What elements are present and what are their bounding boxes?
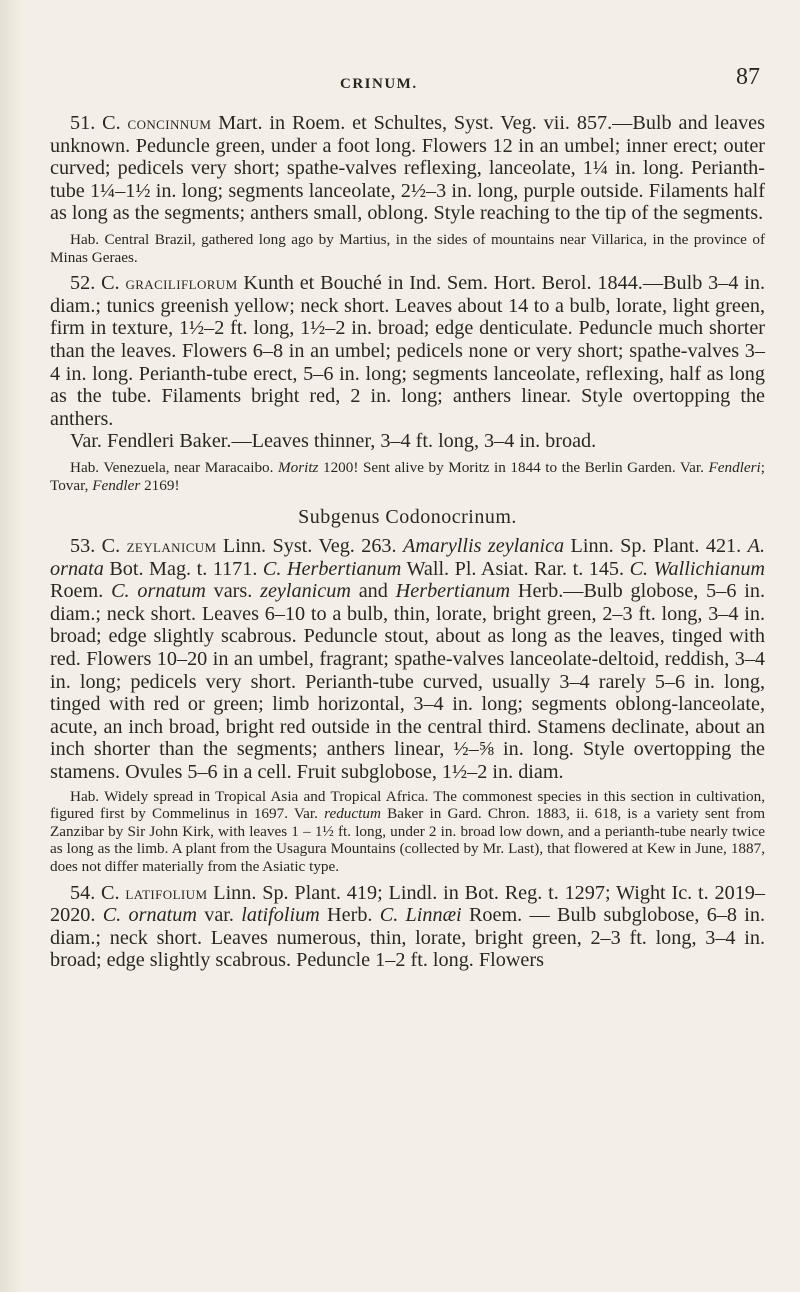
entry-53: 53. C. zeylanicum Linn. Syst. Veg. 263. Amaryllis zeylanica Linn. Sp. Plant. 421. A. ornata Bot. Mag. t. 1171. C. Herbertianum Wall. Pl. Asiat. Rar. t. 145. C. Wallichianum Roem. C. ornatum vars. zeylanicum and Herbertianum Herb.—Bulb globose, 5–6 in. diam.; neck short. Leaves 6–10 to a bulb, thin, lorate, bright green, 2–3 ft. long, 3–4 in. broad; edge slightly scabrous. Peduncle stout, about as long as the leaves, tinged with red. Flowers 10–20 in an umbel, fragrant; spathe-valves lanceolate-deltoid, reddish, 3–4 in. long; pedicels very short. Perianth-tube curved, usually 3–4 rarely 5–6 in. long, tinged with red or green; limb horizontal, 3–4 in. long; segments oblong-lanceolate, acute, an inch broad, bright red outside in the central third. Stamens declinate, about an inch shorter than the segments; anthers linear, ½–⅝ in. long. Style overtopping the stamens. Ovules 5–6 in a cell. Fruit subglobose, 1½–2 in. diam.	[50, 535, 765, 784]
entry-text: Kunth et Bouché in Ind. Sem. Hort. Berol. 1844.—Bulb 3–4 in. diam.; tunics greenish yellow; neck short. Leaves about 14 to a bulb, lorate, light green, firm in texture, 1½–2 ft. long, 1½–2 in. broad; edge denticulate. Peduncle much shorter than the leaves. Flowers 6–8 in an umbel; pedicels none or very short; spathe-valves 3–4 in. long. Perianth-tube erect, 5–6 in. long; segments lanceolate, reflexing, half as long as the tube. Filaments bright red, 2 in. long; anthers linear. Style overtopping the anthers.	[50, 272, 766, 430]
page-number: 87	[736, 64, 760, 90]
running-head: CRINUM.	[340, 76, 418, 92]
entry-text: Mart. in Roem. et Schultes, Syst. Veg. vii. 857.—Bulb and leaves unknown. Peduncle green, under a foot long. Flowers 12 in an umbel; inner erect; outer curved; pedicels very short; spathe-valves reflexing, lanceolate, 1¼ in. long. Perianth-tube 1¼–1½ in. long; segments lanceolate, 2½–3 in. long, purple outside. Filaments half as long as the segments; anthers small, oblong. Style reaching to the tip of the segments.	[50, 112, 765, 225]
entry-52	[50, 272, 765, 430]
habitat-51: Hab. Central Brazil, gathered long ago by Martius, in the sides of mountains near Villarica, in the province of Minas Geraes.	[50, 230, 765, 266]
variety-fendleri: Var. Fendleri Baker.—Leaves thinner, 3–4 ft. long, 3–4 in. broad.	[70, 430, 597, 453]
species-name: zeylanicum	[126, 536, 217, 557]
species-name: graciliflorum	[125, 273, 238, 294]
entry-number: 51. C.	[70, 112, 121, 134]
entry-number: 52. C.	[70, 272, 120, 295]
species-name: concinnum	[127, 113, 212, 133]
page-body	[50, 112, 765, 972]
habitat-52: Hab. Venezuela, near Maracaibo. Moritz 1200! Sent alive by Moritz in 1844 to the Berlin Garden. Var. Fendleri; Tovar, Fendler 2169!	[50, 458, 765, 494]
habitat-53: Hab. Widely spread in Tropical Asia and Tropical Africa. The commonest species in this section in cultivation, figured first by Commelinus in 1697. Var. reductum Baker in Gard. Chron. 1883, ii. 618, is a variety sent from Zanzibar by Sir John Kirk, with leaves 1 – 1½ ft. long, under 2 in. broad low down, and a perianth-tube nearly twice as long as the limb. A plant from the Usagura Mountains (collected by Mr. Last), that flowered at Kew in June, 1887, does not differ materially from the Asiatic type.	[50, 787, 766, 875]
species-name: latifolium	[125, 882, 208, 903]
page-header	[50, 62, 790, 102]
page-edge-shadow	[0, 0, 22, 1292]
entry-54: 54. C. latifolium Linn. Sp. Plant. 419; Lindl. in Bot. Reg. t. 1297; Wight Ic. t. 2019–2020. C. ornatum var. latifolium Herb. C. Linnæi Roem. — Bulb subglobose, 6–8 in. diam.; neck short. Leaves numerous, thin, lorate, bright green, 2–3 ft. long, 3–4 in. broad; edge slightly scabrous. Peduncle 1–2 ft. long. Flowers	[50, 881, 766, 972]
entry-51	[50, 112, 765, 225]
subgenus-heading: Subgenus Codonocrinum.	[298, 506, 517, 529]
